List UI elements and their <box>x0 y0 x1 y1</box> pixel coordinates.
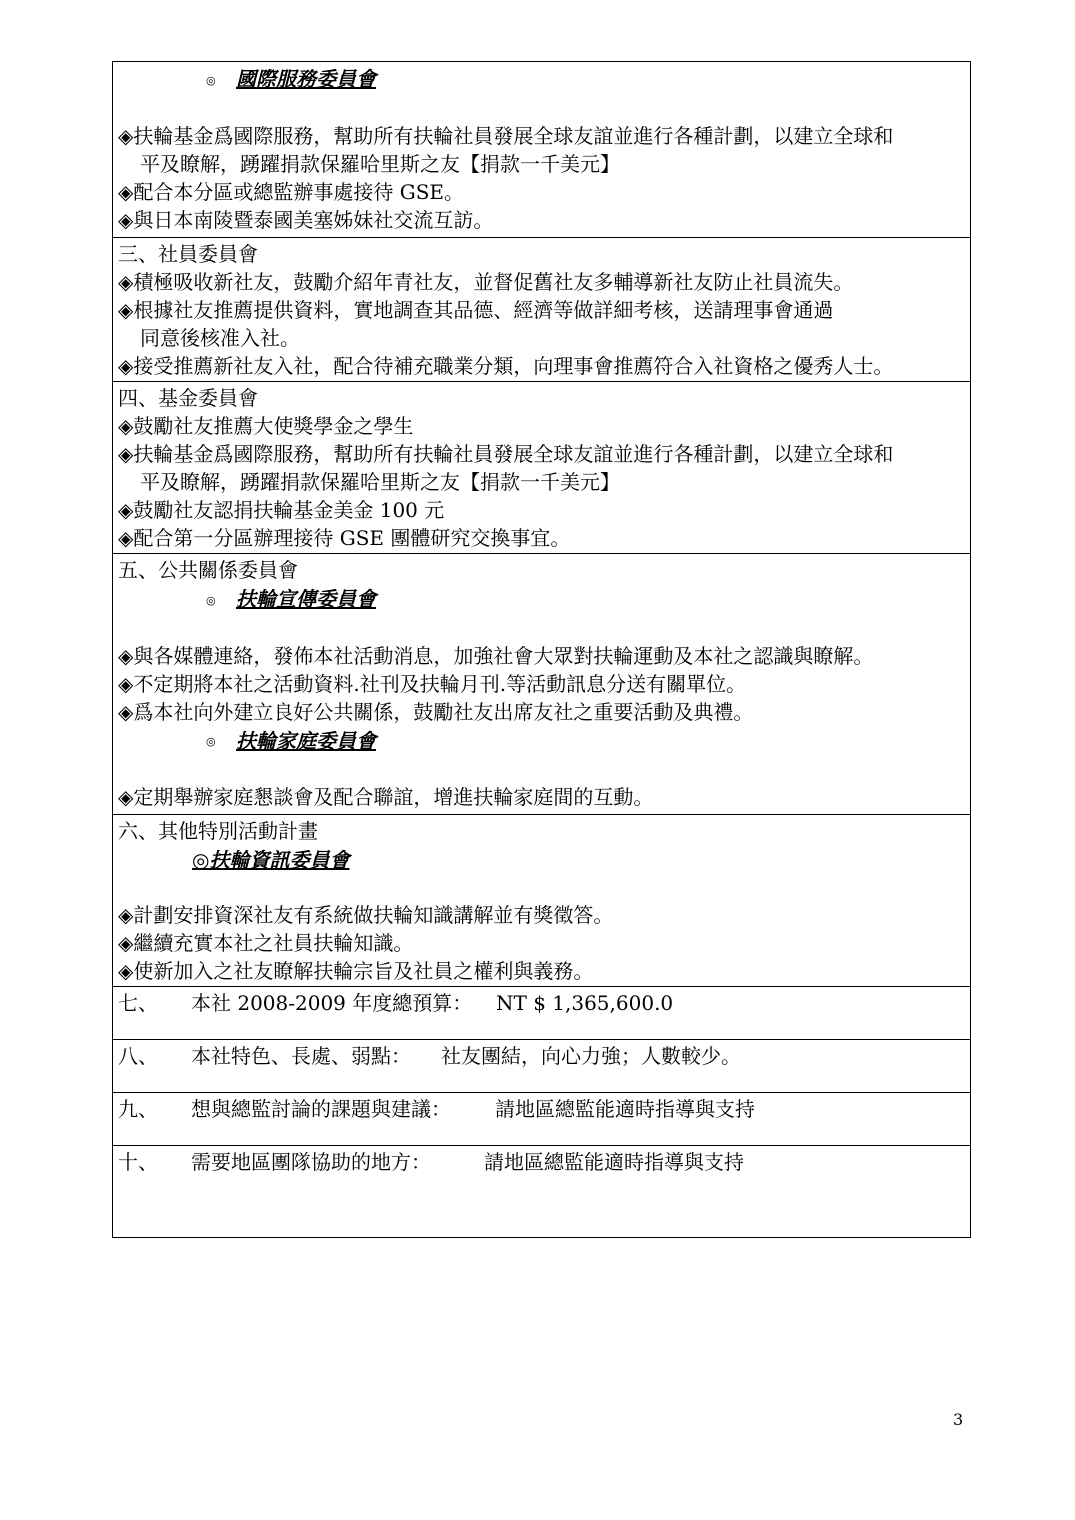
budget-row <box>113 987 970 1040</box>
publicity-subheading <box>118 584 964 616</box>
list-item: ◈鼓勵社友認捐扶輪基金美金 100 元 <box>118 498 445 522</box>
list-item: ◈與各媒體連絡，發佈本社活動消息，加強社會大眾對扶輪運動及本社之認識與瞭解。 <box>118 643 874 668</box>
family-subheading <box>118 726 964 758</box>
row-value: 請地區總監能適時指導與支持 <box>495 1097 755 1121</box>
foundation-heading: 四、基金委員會 <box>118 386 258 410</box>
features-row <box>113 1040 970 1093</box>
special-activities-heading: 六、其他特別活動計畫 <box>118 819 318 843</box>
membership-heading: 三、社員委員會 <box>118 242 258 266</box>
publicity-title: 扶輪宣傳委員會 <box>236 587 376 611</box>
foundation-section <box>113 382 970 554</box>
list-item: ◈定期舉辦家庭懇談會及配合聯誼，增進扶輪家庭間的互動。 <box>118 785 654 809</box>
international-service-subheading <box>118 64 964 96</box>
list-item-continuation: 平及瞭解，踴躍捐款保羅哈里斯之友【捐款一千美元】 <box>140 470 620 494</box>
public-relations-section <box>113 554 970 815</box>
page-number: 3 <box>953 1410 964 1429</box>
list-item-continuation: 平及瞭解，踴躍捐款保羅哈里斯之友【捐款一千美元】 <box>140 151 620 176</box>
list-item: ◈不定期將本社之活動資料.社刊及扶輪月刊.等活動訊息分送有關單位。 <box>118 671 747 696</box>
row-label: 本社特色、長處、弱點： <box>191 1044 411 1068</box>
list-item: ◈扶輪基金爲國際服務，幫助所有扶輪社員發展全球友誼並進行各種計劃，以建立全球和 <box>118 442 894 466</box>
list-item: ◈使新加入之社友瞭解扶輪宗旨及社員之權利與義務。 <box>118 959 594 983</box>
row-number: 十、 <box>118 1150 158 1174</box>
row-label: 想與總監討論的課題與建議： <box>191 1097 451 1121</box>
list-item: ◈扶輪基金爲國際服務，幫助所有扶輪社員發展全球友誼並進行各種計劃，以建立全球和 <box>118 123 894 148</box>
list-item: ◈與日本南陵暨泰國美塞姊妹社交流互訪。 <box>118 207 494 232</box>
public-relations-heading: 五、公共關係委員會 <box>118 558 298 582</box>
list-item: ◈配合本分區或總監辦事處接待 GSE。 <box>118 179 465 204</box>
list-item: ◈積極吸收新社友，鼓勵介紹年青社友，並督促舊社友多輔導新社友防止社員流失。 <box>118 270 854 294</box>
row-value: NT $ 1,365,600.0 <box>496 991 674 1015</box>
bullseye-mark-icon: ◎ <box>206 73 216 87</box>
special-activities-section <box>113 815 970 987</box>
information-subheading: ◎扶輪資訊委員會 <box>192 848 350 872</box>
plan-table <box>112 61 971 1238</box>
row-number: 八、 <box>118 1044 158 1068</box>
list-item: ◈計劃安排資深社友有系統做扶輪知識講解並有獎徵答。 <box>118 903 614 927</box>
list-item-continuation: 同意後核准入社。 <box>140 326 300 350</box>
discussion-row <box>113 1093 970 1146</box>
assistance-row <box>113 1146 970 1238</box>
row-value: 請地區總監能適時指導與支持 <box>484 1150 744 1174</box>
membership-section <box>113 238 970 382</box>
list-item: ◈鼓勵社友推薦大使獎學金之學生 <box>118 414 414 438</box>
international-service-title: 國際服務委員會 <box>236 67 376 91</box>
bullseye-mark-icon: ◎ <box>206 735 216 748</box>
list-item: ◈配合第一分區辦理接待 GSE 團體研究交換事宜。 <box>118 526 571 550</box>
list-item: ◈接受推薦新社友入社，配合待補充職業分類，向理事會推薦符合入社資格之優秀人士。 <box>118 354 894 378</box>
row-number: 七、 <box>118 991 158 1015</box>
family-title: 扶輪家庭委員會 <box>236 728 376 753</box>
row-label: 本社 2008-2009 年度總預算： <box>191 991 473 1015</box>
bullseye-mark-icon: ◎ <box>206 593 216 607</box>
row-label: 需要地區團隊協助的地方： <box>191 1150 431 1174</box>
list-item: ◈爲本社向外建立良好公共關係，鼓勵社友出席友社之重要活動及典禮。 <box>118 699 754 724</box>
list-item: ◈根據社友推薦提供資料，實地調查其品德、經濟等做詳細考核，送請理事會通過 <box>118 298 834 322</box>
international-service-section <box>113 62 970 238</box>
list-item: ◈繼續充實本社之社員扶輪知識。 <box>118 931 414 955</box>
row-number: 九、 <box>118 1097 158 1121</box>
row-value: 社友團結，向心力強；人數較少。 <box>441 1044 741 1068</box>
